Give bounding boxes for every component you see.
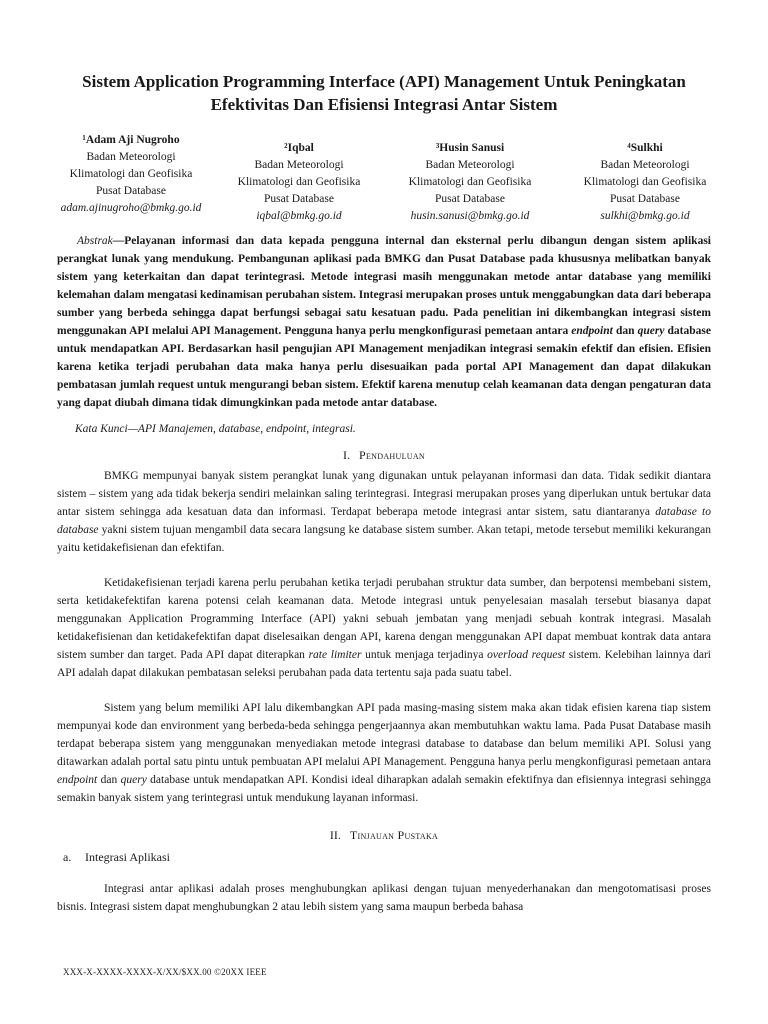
section-number: I. <box>343 448 351 462</box>
author-name: ¹Adam Aji Nugroho <box>82 134 180 146</box>
abstract-text: Pelayanan informasi dan data kepada pengguna internal dan eksternal perlu dibangun dengan sistem aplikasi perangkat lunak yang mendukung. Pembangunan aplikasi pada BMKG dan Pusat Database pada khususnya melibatkan banyak sistem yang keterkaitan dan dapat terintegrasi. Metode integrasi masih menggunakan metode antar database yang memiliki kelemahan dalam mengatasi kedinamisan perubahan sistem. Integrasi merupakan proses untuk menggabungkan data dari beberapa sumber yang berbeda sehingga dapat berfungsi sebagai satu kesatuan padu. Pada penelitian ini dikembangkan integrasi sistem menggunakan API melalui API Management. Pengguna hanya perlu mengkonfigurasi pemetaan antara <box>57 235 711 337</box>
paragraph-emphasis: overload request <box>487 649 566 661</box>
abstract-emphasis: endpoint <box>571 325 613 337</box>
author-name: ²Iqbal <box>284 142 314 154</box>
abstract-lead: Abstrak <box>77 235 113 247</box>
paragraph-text: untuk menjaga terjadinya <box>361 649 488 661</box>
body-paragraph-3 <box>57 699 711 807</box>
author-3 <box>390 140 550 225</box>
abstract-dash: — <box>112 235 125 247</box>
author-org: Klimatologi dan Geofisika <box>408 176 532 188</box>
paragraph-text: yakni sistem tujuan mengambil data secara langsung ke database sistem sumber. Akan tetapi, metode tersebut memiliki kekurangan yaitu ketidakefisienan dan efektifan. <box>57 524 711 554</box>
paragraph-emphasis: rate limiter <box>308 649 362 661</box>
author-org: Klimatologi dan Geofisika <box>237 176 361 188</box>
author-email: sulkhi@bmkg.go.id <box>600 210 690 222</box>
author-name: ³Husin Sanusi <box>435 142 505 154</box>
paragraph-text: Ketidakefisienan terjadi karena perlu perubahan ketika terjadi perubahan struktur data sumber, dan berpotensi membebani sistem, serta ketidakefektifan karena potensi celah keamanan data. Metode integrasi untuk penyelesaian masalah tersebut biasanya dapat menggunakan Application Programming Interface (API) yakni sebuah jembatan yang menjadi sebuah kontrak integrasi. Masalah ketidakefisienan dan ketidakefektifan dapat diselesaikan dengan API, karena dengan menggunakan API dapat membuat kontrak data antara sistem sumber dan target. Pada API dapat diterapkan <box>57 577 711 661</box>
body-paragraph-2 <box>57 574 711 682</box>
author-org: Badan Meteorologi <box>86 151 176 163</box>
body-paragraph-4: Integrasi antar aplikasi adalah proses menghubungkan aplikasi dengan tujuan menyederhanakan dan mengotomatisasi proses bisnis. Integrasi sistem dapat menghubungkan 2 atau lebih sistem yang sama maupun berbeda bahasa <box>57 883 711 913</box>
section-number: II. <box>329 828 341 842</box>
subsection-marker: a. <box>63 850 72 864</box>
abstract-emphasis: query <box>637 325 665 337</box>
author-dept: Pusat Database <box>96 185 166 197</box>
paragraph-text: BMKG mempunyai banyak sistem perangkat lunak yang digunakan untuk pelayanan informasi dan data. Tidak sedikit diantara sistem – sistem yang ada tidak bekerja sendiri melainkan saling terintegrasi. Integrasi merupakan proses yang diperlukan untuk bertukar data antar sistem sehingga ada kesatuan data dan informasi. Terdapat beberapa metode integrasi antar sistem, satu diantaranya <box>57 470 711 518</box>
section-heading-1 <box>57 446 711 464</box>
author-name: ⁴Sulkhi <box>627 142 663 154</box>
author-email: adam.ajinugroho@bmkg.go.id <box>60 202 202 214</box>
copyright-footer: XXX-X-XXXX-XXXX-X/XX/$XX.00 ©20XX IEEE <box>63 967 267 977</box>
abstract <box>57 232 711 412</box>
abstract-text: dan <box>612 325 638 337</box>
abstract-text: database untuk mendapatkan API. Berdasarkan hasil pengujian API Management menjadikan integrasi semakin efektif dan efisien. Efisien karena ketika terjadi perubahan data maka hanya perlu disesuaikan pada portal API Management dan dapat dilakukan pembatasan jumlah request untuk mengurangi beban sistem. Efektif karena menutup celah keamanan data dengan pengaturan data yang dapat diubah dimana tidak dimungkinkan pada metode antar database. <box>57 325 711 409</box>
section-title: Tinjauan Pustaka <box>349 828 439 842</box>
paragraph-emphasis: database to database <box>57 506 711 536</box>
author-4 <box>565 140 725 225</box>
paragraph-text: database untuk mendapatkan API. Kondisi ideal diharapkan adalah semakin efektifnya dan efisiennya integrasi sehingga semakin banyak sistem yang terintegrasi untuk mendukung layanan informasi. <box>57 774 711 804</box>
keywords: Kata Kunci—API Manajemen, database, endpoint, integrasi. <box>75 423 356 435</box>
section-title: Pendahuluan <box>359 448 425 462</box>
paragraph-emphasis: endpoint <box>57 774 98 786</box>
paper-title: Sistem Application Programming Interface (API) Management Untuk Peningkatan Efektivitas Dan Efisiensi Integrasi Antar Sistem <box>82 72 686 114</box>
author-email: husin.sanusi@bmkg.go.id <box>410 210 530 222</box>
author-dept: Pusat Database <box>610 193 680 205</box>
author-org: Badan Meteorologi <box>425 159 515 171</box>
author-org: Badan Meteorologi <box>600 159 690 171</box>
body-paragraph-1 <box>57 467 711 557</box>
paragraph-text: dan <box>97 774 121 786</box>
author-2 <box>219 140 379 225</box>
author-org: Badan Meteorologi <box>254 159 344 171</box>
paragraph-text: sistem. Kelebihan lainnya dari API adalah dapat dilakukan pembatasan seleksi perubahan pada data tertentu saja pada suatu tabel. <box>57 649 711 679</box>
author-org: Klimatologi dan Geofisika <box>583 176 707 188</box>
subsection-title: Integrasi Aplikasi <box>85 850 170 864</box>
author-1 <box>51 132 211 217</box>
subsection-heading-a <box>63 848 170 866</box>
section-heading-2 <box>57 826 711 844</box>
author-dept: Pusat Database <box>264 193 334 205</box>
paragraph-text: Sistem yang belum memiliki API lalu dikembangkan API pada masing-masing sistem maka akan tidak efisien karena tiap sistem mempunyai kode dan environment yang berbeda-beda sehingga pengerjaannya akan membutuhkan waktu lama. Pada Pusat Database masih terdapat beberapa sistem yang menggunakan menyediakan metode integrasi database to database dan belum memiliki API. Solusi yang ditawarkan adalah portal satu pintu untuk pembuatan API melalui API Management. Pengguna hanya perlu mengkonfigurasi pemetaan antara <box>57 702 711 768</box>
author-dept: Pusat Database <box>435 193 505 205</box>
author-email: iqbal@bmkg.go.id <box>256 210 342 222</box>
author-org: Klimatologi dan Geofisika <box>69 168 193 180</box>
paragraph-emphasis: query <box>120 774 147 786</box>
